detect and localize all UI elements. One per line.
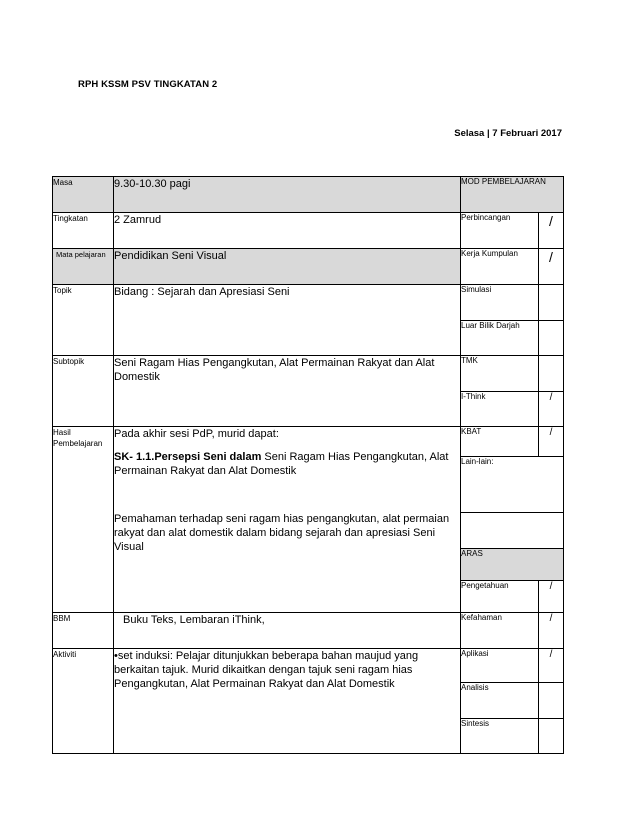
mod-tmk: TMK — [461, 356, 539, 392]
mark-ithink: / — [539, 392, 564, 427]
aras-header: ARAS — [461, 549, 564, 581]
row-mata-pelajaran — [53, 249, 564, 285]
lesson-plan-table — [52, 176, 564, 754]
mark-simulasi — [539, 285, 564, 321]
hasil-intro: Pada akhir sesi PdP, murid dapat: — [114, 428, 279, 440]
label-hasil-pembelajaran: Hasil Pembelajaran — [53, 427, 114, 613]
page-title: RPH KSSM PSV TINGKATAN 2 — [78, 79, 218, 90]
value-bbm: Buku Teks, Lembaran iThink, — [114, 613, 461, 649]
label-aktiviti: Aktiviti — [53, 649, 114, 754]
mark-kbat: / — [539, 427, 564, 457]
value-tingkatan: 2 Zamrud — [114, 213, 461, 249]
row-hasil-pembelajaran — [53, 427, 564, 457]
label-bbm: BBM — [53, 613, 114, 649]
value-masa: 9.30-10.30 pagi — [114, 177, 461, 213]
mark-kerja-kumpulan: / — [539, 249, 564, 285]
value-mata-pelajaran: Pendidikan Seni Visual — [114, 249, 461, 285]
row-masa — [53, 177, 564, 213]
label-topik: Topik — [53, 285, 114, 356]
row-topik — [53, 285, 564, 321]
mod-perbincangan: Perbincangan — [461, 213, 539, 249]
mod-kbat: KBAT — [461, 427, 539, 457]
mod-simulasi: Simulasi — [461, 285, 539, 321]
mark-luar-bilik-darjah — [539, 321, 564, 356]
label-tingkatan: Tingkatan — [53, 213, 114, 249]
mark-pengetahuan: / — [539, 581, 564, 613]
aras-kefahaman: Kefahaman — [461, 613, 539, 649]
mod-luar-bilik-darjah: Luar Bilik Darjah — [461, 321, 539, 356]
mark-aplikasi: / — [539, 649, 564, 683]
mod-lain-lain: Lain-lain: — [461, 457, 564, 513]
mod-kerja-kumpulan: Kerja Kumpulan — [461, 249, 539, 285]
label-subtopik: Subtopik — [53, 356, 114, 427]
row-aktiviti — [53, 649, 564, 683]
mark-perbincangan: / — [539, 213, 564, 249]
label-masa: Masa — [53, 177, 114, 213]
mod-blank-cell — [461, 513, 564, 549]
value-aktiviti: •set induksi: Pelajar ditunjukkan beberapa bahan maujud yang berkaitan tajuk. Murid dikaitkan dengan tajuk seni ragam hias Pengangkutan, Alat Permainan Rakyat dan Alat Domestik — [114, 649, 461, 754]
hasil-objective: Pemahaman terhadap seni ragam hias pengangkutan, alat permaian rakyat dan alat domestik dalam bidang sejarah dan apresiasi Seni Visual — [114, 513, 450, 553]
row-bbm — [53, 613, 564, 649]
mod-header: MOD PEMBELAJARAN — [461, 177, 564, 213]
hasil-sk-bold: SK- 1.1.Persepsi Seni dalam — [114, 451, 262, 463]
label-mata-pelajaran: Mata pelajaran — [53, 249, 114, 285]
value-hasil-pembelajaran — [114, 427, 461, 613]
lesson-date: Selasa | 7 Februari 2017 — [454, 128, 562, 139]
mark-analisis — [539, 683, 564, 719]
aras-sintesis: Sintesis — [461, 719, 539, 754]
mark-sintesis — [539, 719, 564, 754]
row-tingkatan — [53, 213, 564, 249]
row-subtopik — [53, 356, 564, 392]
mark-tmk — [539, 356, 564, 392]
value-topik: Bidang : Sejarah dan Apresiasi Seni — [114, 285, 461, 356]
aras-aplikasi: Aplikasi — [461, 649, 539, 683]
hasil-sk — [114, 450, 460, 478]
hasil-sk-rest: Seni Ragam Hias Pengangkutan, Alat Permainan Rakyat dan Alat Domestik — [114, 451, 449, 477]
mark-kefahaman: / — [539, 613, 564, 649]
aras-pengetahuan: Pengetahuan — [461, 581, 539, 613]
aras-analisis: Analisis — [461, 683, 539, 719]
value-subtopik: Seni Ragam Hias Pengangkutan, Alat Permainan Rakyat dan Alat Domestik — [114, 356, 461, 427]
mod-ithink: I-Think — [461, 392, 539, 427]
